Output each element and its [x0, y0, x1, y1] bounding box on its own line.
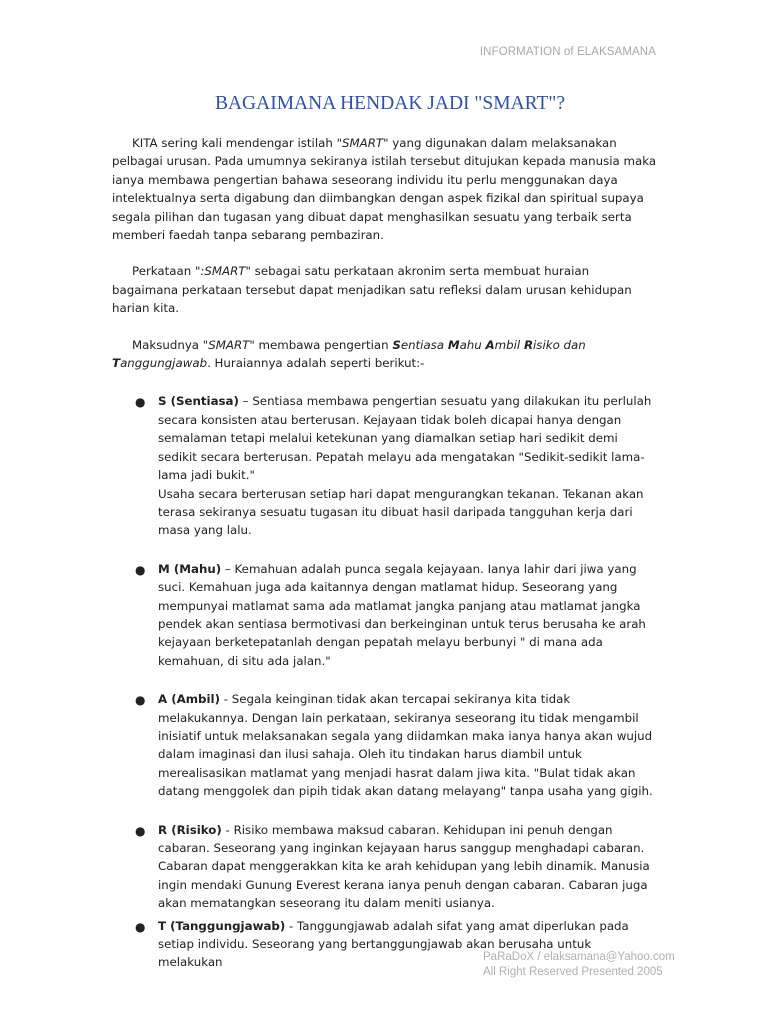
bullet-icon: ●	[135, 919, 146, 934]
bullet-text: - Tanggungjawab adalah sifat yang amat diperlukan pada setiap individu. Seseorang yang bertanggungjawab akan berusaha untuk melakukan	[158, 918, 629, 970]
smart-list	[112, 392, 657, 971]
footer-contact: PaRaDoX / elaksamana@Yahoo.com	[483, 951, 675, 963]
page-title: BAGAIMANA HENDAK JADI "SMART"?	[214, 93, 566, 114]
text-run: " membawa pengertian	[249, 337, 393, 352]
paragraph-intro	[112, 134, 657, 244]
text-run: entiasa	[400, 337, 448, 352]
text-run: sebagai satu perkataan akronim serta membuat huraian bagaimana perkataan tersebut dapat menjadikan satu refleksi dalam urusan kehidupan harian kita.	[112, 264, 632, 316]
header-note: INFORMATION of ELAKSAMANA	[479, 46, 656, 58]
acronym-letter: M	[447, 337, 460, 352]
list-item	[112, 392, 657, 539]
bullet-term: S (Sentiasa)	[158, 394, 239, 409]
bullet-text: – Sentiasa membawa pengertian sesuatu yang dilakukan itu perlulah secara konsisten atau berterusan. Kejayaan tidak boleh dicapai hanya dengan semalaman tetapi melalui ketekunan yang diamalkan setiap hari sedikit demi sedikit secara berterusan. Pepatah melayu ada mengatakan "Sedikit-sedikit lama-lama jadi bukit."	[158, 394, 652, 483]
text-run: KITA sering kali mendengar istilah	[132, 136, 337, 150]
bullet-icon: ●	[135, 823, 146, 838]
list-item	[112, 690, 657, 800]
bullet-icon: ●	[135, 693, 146, 708]
bullet-icon: ●	[135, 395, 146, 410]
term-smart: ":SMART"	[194, 264, 251, 279]
term-smart: SMART	[208, 337, 250, 352]
paragraph-meaning	[112, 336, 657, 373]
text-run: Perkataan	[132, 264, 195, 279]
text-run: Maksudnya "	[132, 337, 209, 352]
footer	[483, 950, 675, 979]
bullet-term: R (Risiko)	[158, 822, 222, 837]
text-run: . Huraiannya adalah seperti berikut:-	[207, 356, 425, 371]
acronym-letter: A	[485, 337, 495, 352]
text-run: anggungjawab	[120, 356, 208, 371]
term-smart: "SMART"	[336, 136, 389, 150]
list-item	[112, 821, 657, 913]
text-run: mbil	[494, 337, 524, 352]
bullet-text: - Segala keinginan tidak akan tercapai sekiranya kita tidak melakukannya. Dengan lain perkataan, sekiranya seseorang itu tidak mengambil inisiatif untuk melaksanakan segala yang diidamkan maka ianya hanya akan wujud dalam imaginasi dan ilusi sahaja. Oleh itu tindakan harus diambil untuk merealisasikan matlamat yang menjadi hasrat dalam jiwa kita. "Bulat tidak akan datang menggolek dan pipih tidak akan datang melayang" tanpa usaha yang gigih.	[158, 692, 653, 799]
acronym-letter: S	[392, 337, 401, 352]
bullet-term: M (Mahu)	[158, 561, 222, 576]
text-run: yang digunakan dalam melaksanakan pelbagai urusan. Pada umumnya sekiranya istilah tersebut ditujukan kepada manusia maka ianya membawa pengertian bahawa seseorang individu itu perlu menggunakan daya intelektualnya serta digabung dan diimbangkan dengan aspek fizikal dan spiritual supaya segala pilihan dan tugasan yang dibuat dapat menghasilkan sesuatu yang terbaik serta memberi faedah tanpa sebarang pembaziran.	[112, 136, 657, 243]
bullet-icon: ●	[135, 562, 146, 577]
text-run: ahu	[459, 337, 486, 352]
bullet-text: – Kemahuan adalah punca segala kejayaan. Ianya lahir dari jiwa yang suci. Kemahuan juga ada kaitannya dengan matlamat hidup. Seseorang yang mempunyai matlamat sama ada matlamat jangka panjang atau matlamat jangka pendek akan sentiasa bermotivasi dan berkeinginan untuk terus berusaha ke arah kejayaan berketepatanlah dengan pepatah melayu berbunyi " di mana ada kemahuan, di situ ada jalan."	[158, 561, 646, 668]
document-body	[112, 134, 657, 976]
bullet-term: T (Tanggungjawab)	[158, 918, 286, 933]
bullet-term: A (Ambil)	[158, 692, 220, 707]
paragraph-acronym	[112, 262, 657, 317]
footer-copyright: All Right Reserved Presented 2005	[483, 965, 663, 978]
text-run: isiko dan	[533, 337, 586, 352]
acronym-letter: R	[523, 337, 534, 352]
bullet-text: - Risiko membawa maksud cabaran. Kehidupan ini penuh dengan cabaran. Seseorang yang inginkan kejayaan harus sanggup menghadapi cabaran. Cabaran dapat menggerakkan kita ke arah kehidupan yang lebih dinamik. Manusia ingin mendaki Gunung Everest kerana ianya penuh dengan cabaran. Cabaran juga akan mematangkan seseorang itu dalam meniti usianya.	[158, 822, 650, 911]
acronym-letter: T	[112, 356, 121, 371]
bullet-text-extra: Usaha secara berterusan setiap hari dapat mengurangkan tekanan. Tekanan akan terasa sekiranya sesuatu tugasan itu dibuat hasil daripada tangguhan kerja dari masa yang lalu.	[158, 486, 644, 538]
list-item	[112, 560, 657, 670]
